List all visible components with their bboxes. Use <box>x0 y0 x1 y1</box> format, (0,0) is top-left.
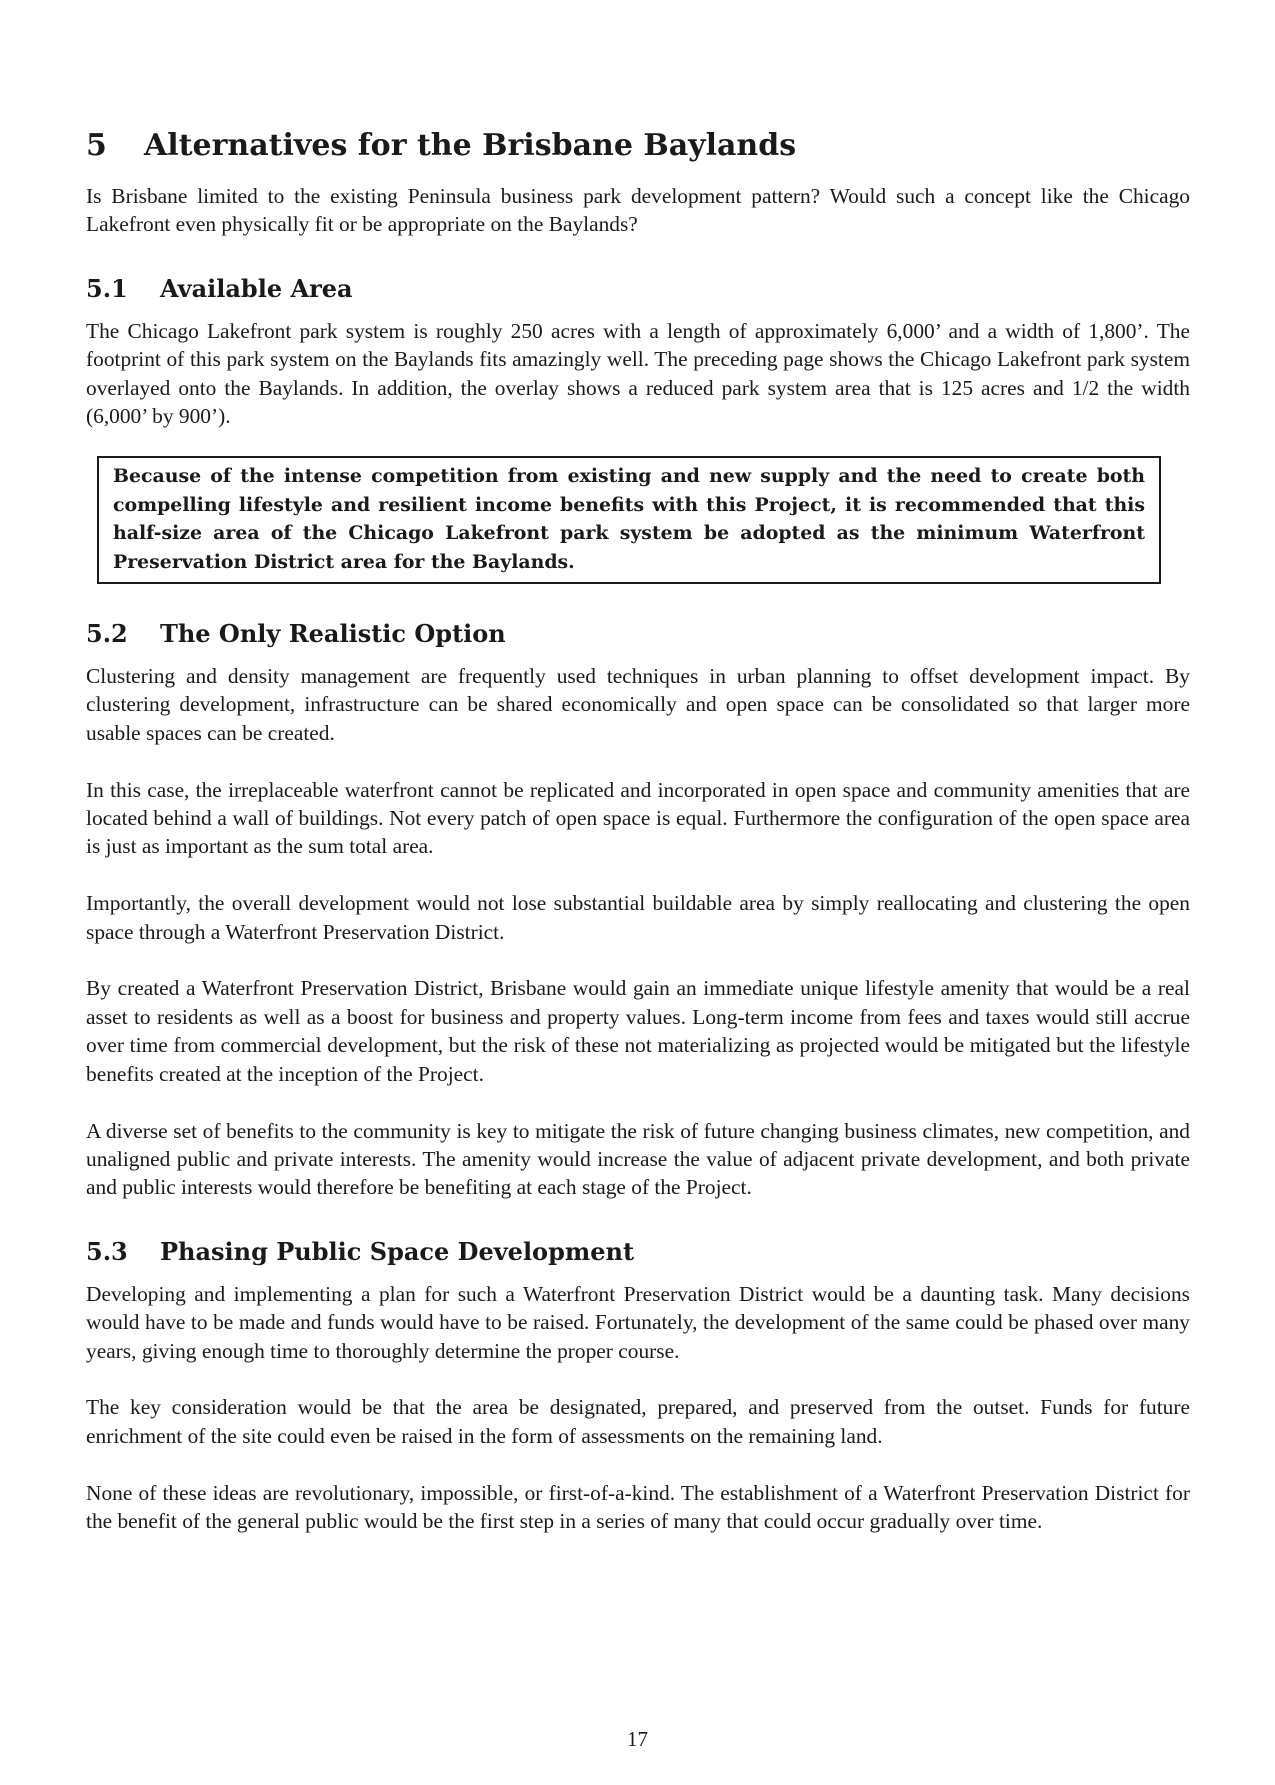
body-paragraph: Clustering and density management are frequently used techniques in urban planning to offset development impact. By clustering development, infrastructure can be shared economically and open space can be consolidated so that larger more usable spaces can be created. <box>86 664 1190 745</box>
body-paragraph: The key consideration would be that the area be designated, prepared, and preserved from the outset. Funds for future enrichment of the site could even be raised in the form of assessments on the remaining land. <box>86 1395 1190 1448</box>
subsection-number: 5.1 <box>86 273 128 303</box>
section-number: 5 <box>86 128 107 163</box>
body-paragraph: In this case, the irreplaceable waterfront cannot be replicated and incorporated in open space and community amenities that are located behind a wall of buildings. Not every patch of open space is equal. Furthermore the configuration of the open space area is just as important as the sum total area. <box>86 777 1190 859</box>
body-paragraph: None of these ideas are revolutionary, impossible, or first-of-a-kind. The establishment of a Waterfront Preservation District for the benefit of the general public would be the first step in a series of many that could occur gradually over time. <box>86 1480 1190 1533</box>
subsection-heading-phasing-public-space <box>86 1236 1190 1268</box>
body-paragraph: By created a Waterfront Preservation District, Brisbane would gain an immediate unique lifestyle amenity that would be a real asset to residents as well as a boost for business and property values. Long-term income from fees and taxes would still accrue over time from commercial development, but the risk of these not materializing as projected would be mitigated but the lifestyle benefits created at the inception of the Project. <box>86 976 1190 1086</box>
subsection-number: 5.3 <box>86 1236 128 1266</box>
callout-text: Because of the intense competition from existing and new supply and the need to create both compelling lifestyle and resilient income benefits with this Project, it is recommended that this half-size area of the Chicago Lakefront park system be adopted as the minimum Waterfront Preservation District area for the Baylands. <box>113 465 1145 573</box>
body-paragraph: A diverse set of benefits to the community is key to mitigate the risk of future changing business climates, new competition, and unaligned public and private interests. The amenity would increase the value of adjacent private development, and both private and public interests would therefore be benefiting at each stage of the Project. <box>86 1118 1190 1200</box>
document-page <box>86 126 1190 1535</box>
subsection-number: 5.2 <box>86 619 128 649</box>
body-paragraph: The Chicago Lakefront park system is roughly 250 acres with a length of approximately 6,000’ and a width of 1,800’. The footprint of this park system on the Baylands fits amazingly well. The preceding page shows the Chicago Lakefront park system overlayed onto the Baylands. In addition, the overlay shows a reduced park system area that is 125 acres and 1/2 the width (6,000’ by 900’). <box>86 318 1190 429</box>
subsection-heading-available-area <box>86 273 1190 305</box>
subsection-heading-only-realistic-option <box>86 618 1190 650</box>
subsection-title: Available Area <box>160 273 353 303</box>
body-paragraph: Importantly, the overall development would not lose substantial buildable area by simply reallocating and clustering the open space through a Waterfront Preservation District. <box>86 891 1190 944</box>
section-heading <box>86 126 1190 166</box>
body-paragraph: Developing and implementing a plan for such a Waterfront Preservation District would be a daunting task. Many decisions would have to be made and funds would have to be raised. Fortunately, the development of the same could be phased over many years, giving enough time to thoroughly determine the proper course. <box>86 1281 1190 1363</box>
subsection-title: The Only Realistic Option <box>160 619 506 649</box>
section-title: Alternatives for the Brisbane Baylands <box>144 128 797 163</box>
recommendation-callout-box <box>97 456 1161 584</box>
page-number: 17 <box>627 1727 648 1751</box>
subsection-title: Phasing Public Space Development <box>160 1236 635 1266</box>
section-intro-paragraph: Is Brisbane limited to the existing Peninsula business park development pattern? Would such a concept like the Chicago Lakefront even physically fit or be appropriate on the Baylands? <box>86 184 1190 237</box>
